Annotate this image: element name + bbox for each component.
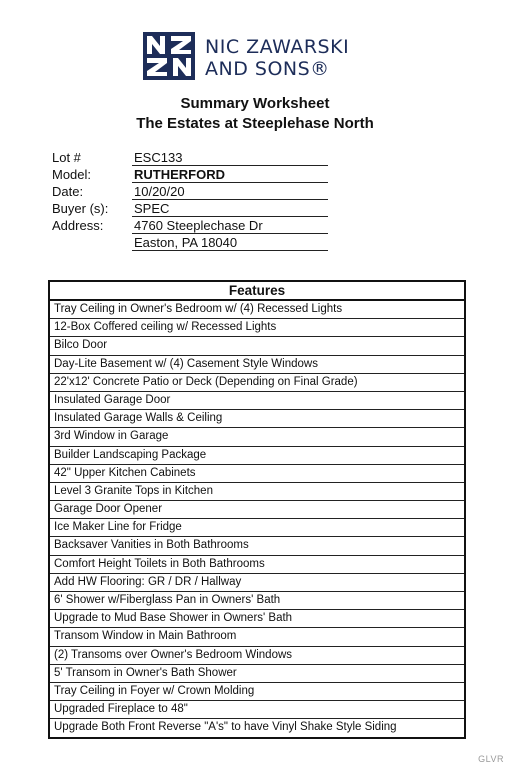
feature-row: 6' Shower w/Fiberglass Pan in Owners' Bath xyxy=(50,592,464,610)
brand-line-1: NIC ZAWARSKI xyxy=(205,36,350,58)
feature-row: 5' Transom in Owner's Bath Shower xyxy=(50,665,464,683)
feature-row: 3rd Window in Garage xyxy=(50,428,464,446)
brand-name xyxy=(205,36,445,80)
features-heading: Features xyxy=(50,282,464,301)
feature-row: Insulated Garage Door xyxy=(50,392,464,410)
feature-row: Builder Landscaping Package xyxy=(50,447,464,465)
feature-row: Backsaver Vanities in Both Bathrooms xyxy=(50,537,464,555)
brand-line-2: AND SONS® xyxy=(205,58,330,80)
info-value: RUTHERFORD xyxy=(132,167,328,183)
feature-row: Level 3 Granite Tops in Kitchen xyxy=(50,483,464,501)
info-value: SPEC xyxy=(132,201,328,217)
info-label: Model: xyxy=(52,167,92,182)
feature-row: Add HW Flooring: GR / DR / Hallway xyxy=(50,574,464,592)
feature-row: Tray Ceiling in Foyer w/ Crown Molding xyxy=(50,683,464,701)
feature-row: Tray Ceiling in Owner's Bedroom w/ (4) Recessed Lights xyxy=(50,301,464,319)
feature-row: Transom Window in Main Bathroom xyxy=(50,628,464,646)
feature-row: Day-Lite Basement w/ (4) Casement Style Windows xyxy=(50,356,464,374)
feature-row: 12-Box Coffered ceiling w/ Recessed Lights xyxy=(50,319,464,337)
page-title: Summary Worksheet xyxy=(180,95,330,112)
info-label: Date: xyxy=(52,184,84,199)
info-value: 4760 Steeplechase Dr xyxy=(132,218,328,234)
info-value: Easton, PA 18040 xyxy=(132,235,328,251)
info-label: Lot # xyxy=(52,150,81,165)
feature-row: Garage Door Opener xyxy=(50,501,464,519)
feature-row: Upgraded Fireplace to 48" xyxy=(50,701,464,719)
feature-row: Bilco Door xyxy=(50,337,464,355)
feature-row: Upgrade to Mud Base Shower in Owners' Bath xyxy=(50,610,464,628)
page-subtitle: The Estates at Steeplehase North xyxy=(136,115,374,132)
info-value: 10/20/20 xyxy=(132,184,328,200)
nz-logo-icon xyxy=(143,32,195,80)
info-label: Address: xyxy=(52,218,104,233)
info-value: ESC133 xyxy=(132,150,328,166)
feature-row: 22'x12' Concrete Patio or Deck (Depending on Final Grade) xyxy=(50,374,464,392)
info-label: Buyer (s): xyxy=(52,201,109,216)
feature-row: Ice Maker Line for Fridge xyxy=(50,519,464,537)
features-list xyxy=(50,301,464,737)
feature-row: Upgrade Both Front Reverse "A's" to have Vinyl Shake Style Siding xyxy=(54,721,397,734)
feature-row: Insulated Garage Walls & Ceiling xyxy=(50,410,464,428)
feature-row: 42" Upper Kitchen Cabinets xyxy=(50,465,464,483)
watermark: GLVR xyxy=(478,754,504,764)
feature-row: (2) Transoms over Owner's Bedroom Windows xyxy=(50,647,464,665)
features-table xyxy=(48,280,466,739)
feature-row: Comfort Height Toilets in Both Bathrooms xyxy=(50,556,464,574)
